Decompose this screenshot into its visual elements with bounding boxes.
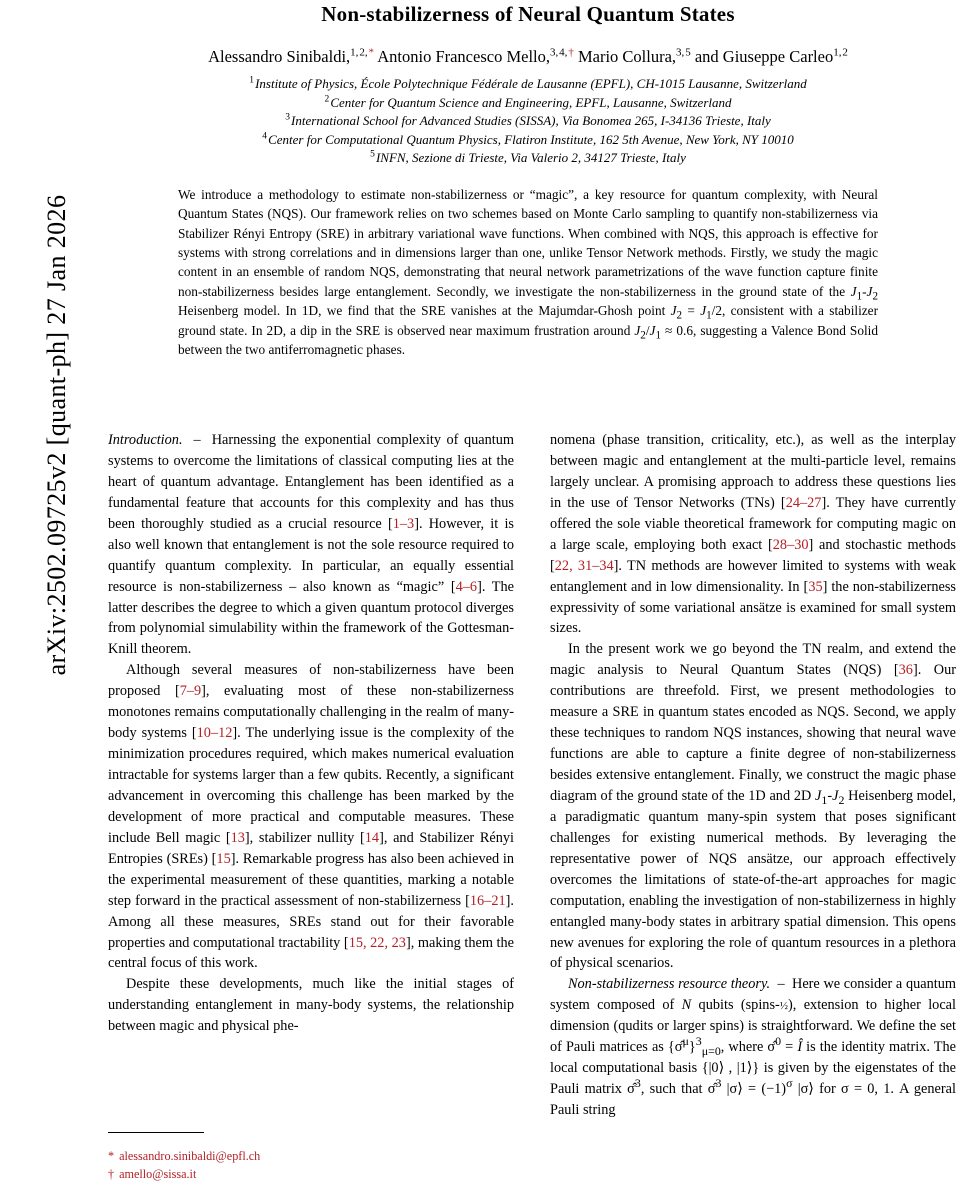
- right-column: [550, 430, 956, 1121]
- footnote-symbol-dagger: †: [108, 1167, 115, 1182]
- citation-link[interactable]: 15, 22, 23: [348, 934, 406, 951]
- footnote-1: [108, 1147, 514, 1165]
- paper-content: [108, 0, 948, 359]
- citation-link[interactable]: 10–12: [196, 725, 233, 742]
- footnote-email-link[interactable]: amello@sissa.it: [119, 1167, 197, 1182]
- citation-link[interactable]: 22, 31–34: [554, 557, 614, 574]
- paragraph-measures: Although several measures of non-stabilizerness have been proposed [7–9], evaluating most of these non-stabilizerness monotones remains computationally challenging in the realm of many-body systems [10–12]. The underlying issue is the complexity of the minimization procedures required, which makes numerical evaluation intractable for systems larger than a few qubits. Recently, a significant advancement in overcoming this challenge has been marked by the development of more practical and computable measures. These include Bell magic [13], stabilizer nullity [14], and Stabilizer Rényi Entropies (SREs) [15]. Remarkable progress has also been achieved in the experimental measurement of these quantities, marking a notable step forward in the practical assessment of non-stabilizerness [16–21]. Among all these measures, SREs stand out for their favorable properties and computational tractability [15, 22, 23], making them the central focus of this work.: [108, 662, 515, 972]
- left-column: [108, 430, 514, 1121]
- footnote-2: [108, 1165, 514, 1183]
- paragraph-nomena: nomena (phase transition, criticality, etc.), as well as the interplay between magic and entanglement at the multi-particle level, remains largely unclear. A promising approach to address these questions lies in the use of Tensor Networks (TNs) [24–27]. They have currently offered the sole viable theoretical framework for computing magic on a large scale, employing both exact [28–30] and stochastic methods [22, 31–34]. TN methods are however limited to systems with weak entanglement and in low dimensionality. In [35] the non-stabilizerness expressivity of some variational ansätze is examined for small system sizes.: [550, 432, 956, 637]
- affiliation-4: $^4$ Center for Computational Quantum Physics, Flatiron Institute, 162 5th Avenue, New York, NY 10010: [262, 131, 794, 147]
- citation-link[interactable]: 7–9: [179, 683, 202, 700]
- author-list: Alessandro Sinibaldi,$^{1, 2, *}$ Antonio Francesco Mello,$^{3, 4, \dagger}$ Mario Collura,$^{3, 5}$ and Giuseppe Carleo$^{1, 2}$: [208, 46, 848, 66]
- paragraph-present-work: In the present work we go beyond the TN realm, and extend the magic analysis to Neural Quantum States (NQS) [36]. Our contributions are threefold. First, we present methodologies to measure a SRE in quantum states encoded as NQS. Second, we apply these techniques to random NQS instances, showing that neural wave functions are able to capture a finite degree of non-stabilizerness besides extensive entanglement. Finally, we construct the magic phase diagram of the ground state of the 1D and 2D $J_1-J_2$ Heisenberg model, a paradigmatic quantum many-spin system that poses significant challenges for existing numerical methods. By leveraging the representative power of NQS ansätze, our approach effectively overcomes the limitations of state-of-the-art approaches for magic computation, enabling the investigation of non-stabilizerness in highly entangled many-body states in arbitrary spatial dimension. This opens new avenues for exploring the role of quantum resources in a plethora of physical scenarios.: [550, 641, 956, 972]
- affiliation-1: $^1$ Institute of Physics, École Polytechnique Fédérale de Lausanne (EPFL), CH-1015 Lausanne, Switzerland: [249, 76, 807, 92]
- section-heading-resource-theory: Non-stabilizerness resource theory.: [568, 976, 771, 993]
- citation-link[interactable]: 4–6: [455, 578, 478, 595]
- paragraph-resource-theory: Non-stabilizerness resource theory. – Here we consider a quantum system composed of N qubits (spins-½), extension to higher local dimension (qudits or larger spins) is straightforward. We define the set of Pauli matrices as {σ̂$^\mu$}$^3_{\mu=0}$, where σ̂$^0$ = Î is the identity matrix. The local computational basis {|0⟩ , |1⟩} is given by the eigenstates of the Pauli matrix σ̂$^3$, such that σ̂$^3$ |σ⟩ = $(-1)^\sigma$ |σ⟩ for σ = 0, 1. A general Pauli string: [550, 976, 956, 1118]
- paragraph-intro: Introduction. – Harnessing the exponential complexity of quantum systems to overcome the limitations of classical computing lies at the heart of quantum advantage. Entanglement has been identified as a fundamental feature that accounts for this complexity and has thus been thoroughly studied as a crucial resource [1–3]. However, it is also well known that entanglement is not the sole resource required to quantify quantum complexity. In particular, an equally essential resource is non-stabilizerness – also known as “magic” [4–6]. The latter describes the degree to which a given quantum protocol diverges from polynomial simulability within the framework of the Gottesman-Knill theorem.: [108, 432, 514, 658]
- footnote-email-link[interactable]: alessandro.sinibaldi@epfl.ch: [119, 1149, 261, 1163]
- affiliation-3: $^3$ International School for Advanced Studies (SISSA), Via Bonomea 265, I-34136 Trieste, Italy: [285, 113, 771, 129]
- citation-link[interactable]: 1–3: [392, 515, 415, 532]
- arxiv-stamp: arXiv:2502.09725v2 [quant-ph] 27 Jan 2026: [42, 194, 71, 676]
- citation-link[interactable]: 36: [898, 662, 913, 679]
- citation-link[interactable]: 13: [230, 829, 245, 846]
- citation-link[interactable]: 16–21: [469, 892, 506, 909]
- paragraph-despite: Despite these developments, much like the initial stages of understanding entanglement in many-body systems, the relationship between magic and physical phe-: [108, 976, 514, 1035]
- affiliation-2: $^2$ Center for Quantum Science and Engineering, EPFL, Lausanne, Switzerland: [324, 94, 732, 110]
- body-columns: [108, 430, 956, 1121]
- citation-link[interactable]: 24–27: [785, 494, 822, 511]
- footnote-divider: [108, 1132, 204, 1133]
- footnote-symbol-asterisk: *: [108, 1149, 115, 1163]
- citation-link[interactable]: 28–30: [772, 536, 809, 553]
- affiliation-5: $^5$ INFN, Sezione di Trieste, Via Valerio 2, 34127 Trieste, Italy: [370, 149, 686, 166]
- affiliation-list: [108, 75, 948, 167]
- section-heading-introduction: Introduction.: [108, 432, 183, 448]
- citation-link[interactable]: 35: [808, 578, 823, 595]
- page-title: Non-stabilizerness of Neural Quantum States: [321, 2, 735, 26]
- citation-link[interactable]: 14: [364, 829, 380, 846]
- abstract: We introduce a methodology to estimate non-stabilizerness or “magic”, a key resource for quantum complexity, with Neural Quantum States (NQS). Our framework relies on two schemes based on Monte Carlo sampling to quantify non-stabilizerness via Stabilizer Rényi Entropy (SRE) in arbitrary variational wave functions. When combined with NQS, this approach is effective for systems with strong correlations and in dimensions larger than one, unlike Tensor Network methods. Firstly, we study the magic content in an ensemble of random NQS, demonstrating that neural network parametrizations of the wave function capture finite non-stabilizerness besides large entanglement. Secondly, we investigate the non-stabilizerness in the ground state of the $J_1-J_2$ Heisenberg model. In 1D, we find that the SRE vanishes at the Majumdar-Ghosh point $J_2 = J_1/2$, consistent with a stabilizer ground state. In 2D, a dip in the SRE is observed near maximum frustration around $J_2/J_1 \approx 0.6$, suggesting a Valence Bond Solid between the two antiferromagnetic phases.: [178, 186, 879, 357]
- citation-link[interactable]: 15: [216, 850, 231, 867]
- footnotes: [108, 1147, 514, 1184]
